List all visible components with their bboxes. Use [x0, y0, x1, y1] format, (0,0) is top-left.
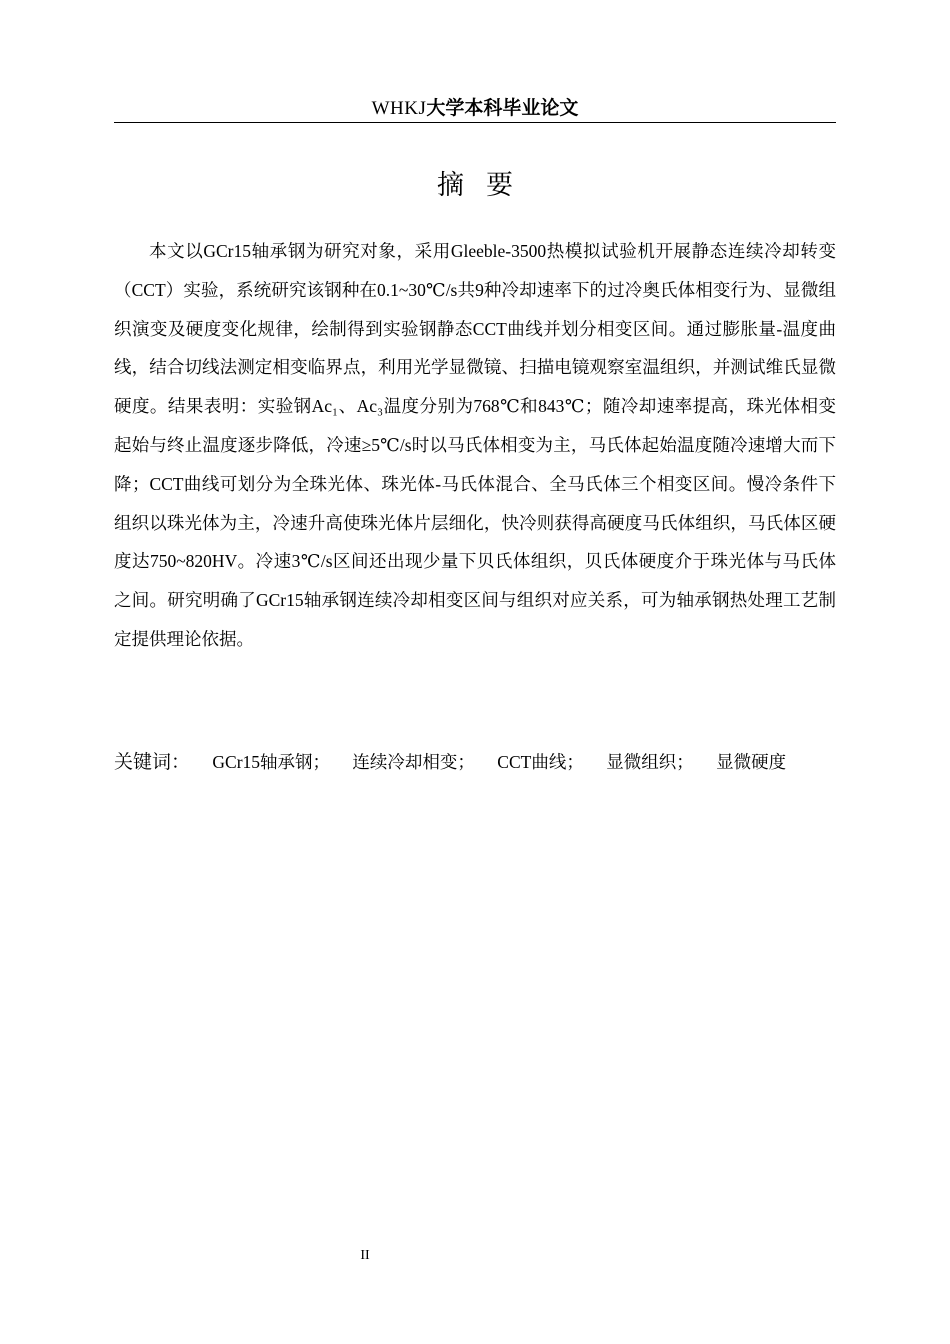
keywords-label: 关键词： — [114, 751, 191, 773]
keyword-item: 显微组织； — [606, 752, 694, 772]
abstract-body: 本文以GCr15轴承钢为研究对象，采用Gleeble-3500热模拟试验机开展静态连续冷却转变（CCT）实验，系统研究该钢种在0.1~30℃/s共9种冷却速率下的过冷奥氏体相变行为、显微组织演变及硬度变化规律，绘制得到实验钢静态CCT曲线并划分相变区间。通过膨胀量-温度曲线，结合切线法测定相变临界点，利用光学显微镜、扫描电镜观察室温组织，并测试维氏显微硬度。结果表明：实验钢Ac₁、Ac₃温度分别为768℃和843℃；随冷却速率提高，珠光体相变起始与终止温度逐步降低，冷速≥5℃/s时以马氏体相变为主，马氏体起始温度随冷速增大而下降；CCT曲线可划分为全珠光体、珠光体-马氏体混合、全马氏体三个相变区间。慢冷条件下组织以珠光体为主，冷速升高使珠光体片层细化，快冷则获得高硬度马氏体组织，马氏体区硬度达750~820HV。冷速3℃/s区间还出现少量下贝氏体组织，贝氏体硬度介于珠光体与马氏体之间。研究明确了GCr15轴承钢连续冷却相变区间与组织对应关系，可为轴承钢热处理工艺制定提供理论依据。 — [114, 241, 836, 649]
keyword-item: 连续冷却相变； — [352, 752, 475, 772]
abstract-title: 摘要 — [437, 170, 535, 201]
keywords-line — [114, 744, 836, 780]
page-header — [114, 94, 836, 123]
page-number: II — [360, 1248, 370, 1263]
keyword-item: 显微硬度 — [716, 752, 787, 772]
keyword-item: GCr15轴承钢； — [212, 752, 331, 772]
header-thesis-type: 大学本科毕业论文 — [426, 97, 579, 119]
header-institution-code: WHKJ — [371, 98, 427, 119]
keyword-item: CCT曲线； — [497, 752, 584, 772]
